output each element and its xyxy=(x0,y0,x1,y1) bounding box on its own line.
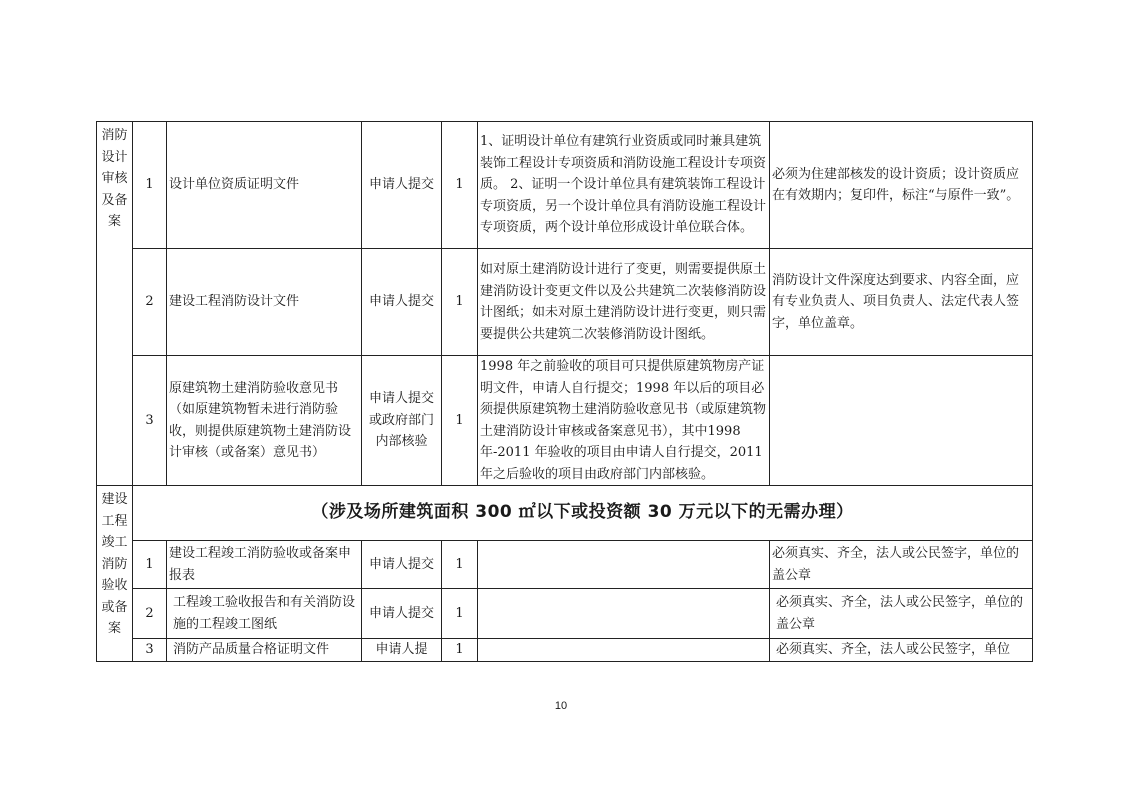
submitter: 申请人提交或政府部门内部核验 xyxy=(362,356,442,486)
document-name: 建设工程竣工消防验收或备案申报表 xyxy=(167,541,362,589)
requirement: 必须为住建部核发的设计资质；设计资质应在有效期内；复印件，标注“与原件一致”。 xyxy=(770,122,1033,249)
submitter: 申请人提 xyxy=(362,639,442,662)
document-name: 原建筑物土建消防验收意见书（如原建筑物暂未进行消防验收，则提供原建筑物土建消防设计审核（或备案）意见书） xyxy=(167,356,362,486)
copies: 1 xyxy=(442,356,478,486)
document-name: 建设工程消防设计文件 xyxy=(167,249,362,356)
submitter: 申请人提交 xyxy=(362,122,442,249)
document-name: 消防产品质量合格证明文件 xyxy=(167,639,362,662)
requirements-table xyxy=(96,121,1033,662)
description: 如对原土建消防设计进行了变更，则需要提供原土建消防设计变更文件以及公共建筑二次装修消防设计图纸；如未对原土建消防设计进行变更，则只需要提供公共建筑二次装修消防设计图纸。 xyxy=(478,249,770,356)
page-number: 10 xyxy=(554,700,568,712)
description: 1998 年之前验收的项目可只提供原建筑物房产证明文件，申请人自行提交；1998 年以后的项目必须提供原建筑物土建消防验收意见书（或原建筑物土建消防设计审核或备案意见书），其中1998 年-2011 年验收的项目由申请人自行提交，2011 年之后验收的项目由政府部门内部核验。 xyxy=(478,356,770,486)
submitter: 申请人提交 xyxy=(362,589,442,639)
copies: 1 xyxy=(442,122,478,249)
table-row xyxy=(97,486,1033,541)
description xyxy=(478,589,770,639)
table-row xyxy=(97,356,1033,486)
section-category: 消防设计审核及备案 xyxy=(97,122,133,486)
requirement: 必须真实、齐全，法人或公民签字，单位的盖公章 xyxy=(770,541,1033,589)
table-row xyxy=(97,249,1033,356)
document-name: 工程竣工验收报告和有关消防设施的工程竣工图纸 xyxy=(167,589,362,639)
copies: 1 xyxy=(442,541,478,589)
requirement: 消防设计文件深度达到要求、内容全面，应有专业负责人、项目负责人、法定代表人签字，单位盖章。 xyxy=(770,249,1033,356)
document-name: 设计单位资质证明文件 xyxy=(167,122,362,249)
table-row xyxy=(97,589,1033,639)
row-number: 3 xyxy=(133,639,167,662)
copies: 1 xyxy=(442,249,478,356)
section-category: 建设工程竣工消防验收或备案 xyxy=(97,486,133,662)
copies: 1 xyxy=(442,589,478,639)
requirement: 必须真实、齐全，法人或公民签字，单位 xyxy=(770,639,1033,662)
requirement xyxy=(770,356,1033,486)
table-row xyxy=(97,639,1033,662)
section-banner: （涉及场所建筑面积 300 ㎡以下或投资额 30 万元以下的无需办理） xyxy=(133,486,1033,541)
copies: 1 xyxy=(442,639,478,662)
row-number: 1 xyxy=(133,541,167,589)
row-number: 2 xyxy=(133,249,167,356)
description xyxy=(478,541,770,589)
submitter: 申请人提交 xyxy=(362,541,442,589)
row-number: 3 xyxy=(133,356,167,486)
submitter: 申请人提交 xyxy=(362,249,442,356)
table-row xyxy=(97,122,1033,249)
requirement: 必须真实、齐全，法人或公民签字，单位的盖公章 xyxy=(770,589,1033,639)
row-number: 1 xyxy=(133,122,167,249)
description xyxy=(478,639,770,662)
description: 1、证明设计单位有建筑行业资质或同时兼具建筑装饰工程设计专项资质和消防设施工程设计专项资质。 2、证明一个设计单位具有建筑装饰工程设计专项资质，另一个设计单位具有消防设施工程设计专项资质，两个设计单位形成设计单位联合体。 xyxy=(478,122,770,249)
table-row xyxy=(97,541,1033,589)
row-number: 2 xyxy=(133,589,167,639)
